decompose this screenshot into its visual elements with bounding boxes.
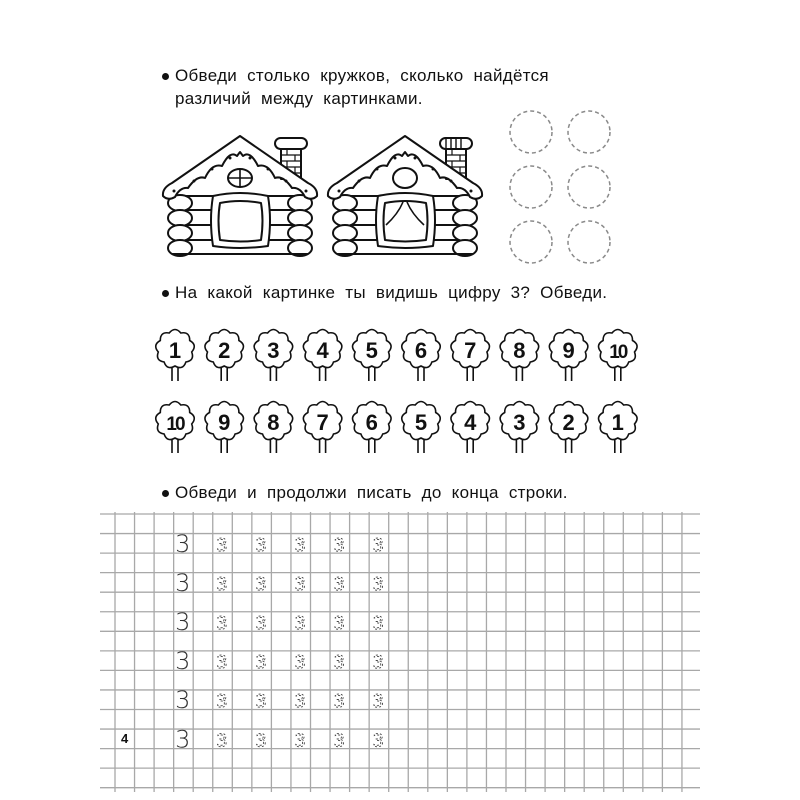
traced-digit[interactable]: 3	[333, 730, 345, 752]
tree-number: 5	[365, 338, 378, 363]
attic-window-plain	[393, 168, 417, 188]
tree-number: 9	[562, 338, 575, 363]
dashed-circle[interactable]	[510, 166, 552, 208]
number-tree[interactable]	[402, 402, 441, 454]
tree-number: 10	[609, 342, 627, 363]
traced-digit[interactable]: 3	[216, 730, 228, 752]
traced-digit[interactable]: 3	[255, 652, 267, 674]
number-tree[interactable]	[451, 330, 490, 382]
traced-digit[interactable]: 3	[372, 652, 385, 674]
tree-number: 9	[218, 410, 231, 435]
traced-digit[interactable]: 3	[216, 573, 228, 595]
number-tree[interactable]	[451, 402, 490, 454]
main-window-left	[211, 193, 270, 248]
number-tree[interactable]	[205, 330, 244, 382]
tree-number: 6	[365, 410, 378, 435]
sample-digit: 3	[175, 529, 191, 558]
copybook-digits	[175, 530, 384, 754]
traced-digit[interactable]: 3	[294, 730, 306, 752]
tree-number: 8	[513, 338, 526, 363]
traced-digit[interactable]: 3	[372, 534, 385, 556]
number-tree[interactable]	[599, 330, 638, 382]
traced-digit[interactable]: 3	[294, 612, 306, 634]
dashed-circle[interactable]	[510, 111, 552, 153]
traced-digit[interactable]: 3	[294, 691, 306, 713]
sample-digit: 3	[175, 607, 191, 636]
tree-number: 10	[166, 414, 184, 435]
traced-digit[interactable]: 3	[216, 691, 228, 713]
dashed-circle[interactable]	[568, 111, 610, 153]
number-tree[interactable]	[549, 330, 588, 382]
traced-digit[interactable]: 3	[333, 652, 345, 674]
tree-number: 3	[513, 410, 526, 435]
traced-digit[interactable]: 3	[255, 691, 267, 713]
task-3-text: Обведи и продолжи писать до конца строки.	[175, 483, 568, 502]
traced-digit[interactable]: 3	[333, 612, 345, 634]
number-tree[interactable]	[599, 402, 638, 454]
number-tree[interactable]	[303, 402, 342, 454]
number-tree[interactable]	[303, 330, 342, 382]
difference-circles	[510, 111, 610, 263]
attic-window-cross	[228, 169, 252, 187]
page-number: 4	[121, 731, 129, 746]
traced-digit[interactable]: 3	[255, 534, 267, 556]
sample-digit: 3	[175, 725, 191, 754]
traced-digit[interactable]: 3	[294, 573, 306, 595]
number-tree[interactable]	[500, 330, 539, 382]
traced-digit[interactable]: 3	[372, 730, 385, 752]
sample-digit: 3	[175, 568, 191, 597]
number-tree[interactable]	[156, 402, 195, 454]
number-tree[interactable]	[353, 330, 392, 382]
number-tree[interactable]	[205, 402, 244, 454]
number-tree[interactable]	[500, 402, 539, 454]
traced-digit[interactable]: 3	[333, 691, 345, 713]
traced-digit[interactable]: 3	[372, 612, 385, 634]
tree-number: 1	[168, 338, 182, 363]
tree-number: 8	[267, 410, 280, 435]
main-window-right	[376, 193, 435, 248]
tree-number: 4	[464, 410, 477, 435]
sample-digit: 3	[175, 647, 191, 676]
dashed-circle[interactable]	[568, 166, 610, 208]
number-trees	[156, 330, 637, 454]
tree-number: 2	[562, 410, 575, 435]
number-tree[interactable]	[156, 330, 195, 382]
traced-digit[interactable]: 3	[294, 534, 306, 556]
dashed-circle[interactable]	[510, 221, 552, 263]
sample-digit: 3	[175, 686, 191, 715]
tree-number: 3	[267, 338, 280, 363]
traced-digit[interactable]: 3	[216, 612, 228, 634]
number-tree[interactable]	[254, 330, 293, 382]
traced-digit[interactable]: 3	[372, 691, 385, 713]
task-1-line-1: Обведи столько кружков, сколько найдётся	[175, 66, 549, 85]
traced-digit[interactable]: 3	[216, 534, 228, 556]
tree-number: 7	[464, 338, 477, 363]
tree-number: 6	[414, 338, 428, 363]
tree-number: 1	[611, 410, 624, 435]
traced-digit[interactable]: 3	[255, 730, 267, 752]
traced-digit[interactable]: 3	[255, 612, 267, 634]
traced-digit[interactable]: 3	[333, 573, 345, 595]
traced-digit[interactable]: 3	[216, 652, 228, 674]
number-tree[interactable]	[254, 402, 293, 454]
task-1-line-2: различий между картинками.	[175, 89, 423, 108]
tree-number: 2	[218, 338, 231, 363]
task-2-text: На какой картинке ты видишь цифру 3? Обведи.	[175, 283, 608, 302]
tree-number: 4	[316, 338, 329, 363]
traced-digit[interactable]: 3	[372, 573, 385, 595]
number-tree[interactable]	[353, 402, 392, 454]
tree-number: 5	[414, 410, 428, 435]
number-tree[interactable]	[549, 402, 588, 454]
number-tree[interactable]	[402, 330, 441, 382]
tree-number: 7	[316, 410, 329, 435]
dashed-circle[interactable]	[568, 221, 610, 263]
traced-digit[interactable]: 3	[333, 534, 345, 556]
house-right	[328, 136, 482, 256]
traced-digit[interactable]: 3	[255, 573, 267, 595]
house-left	[163, 136, 317, 256]
traced-digit[interactable]: 3	[294, 652, 306, 674]
